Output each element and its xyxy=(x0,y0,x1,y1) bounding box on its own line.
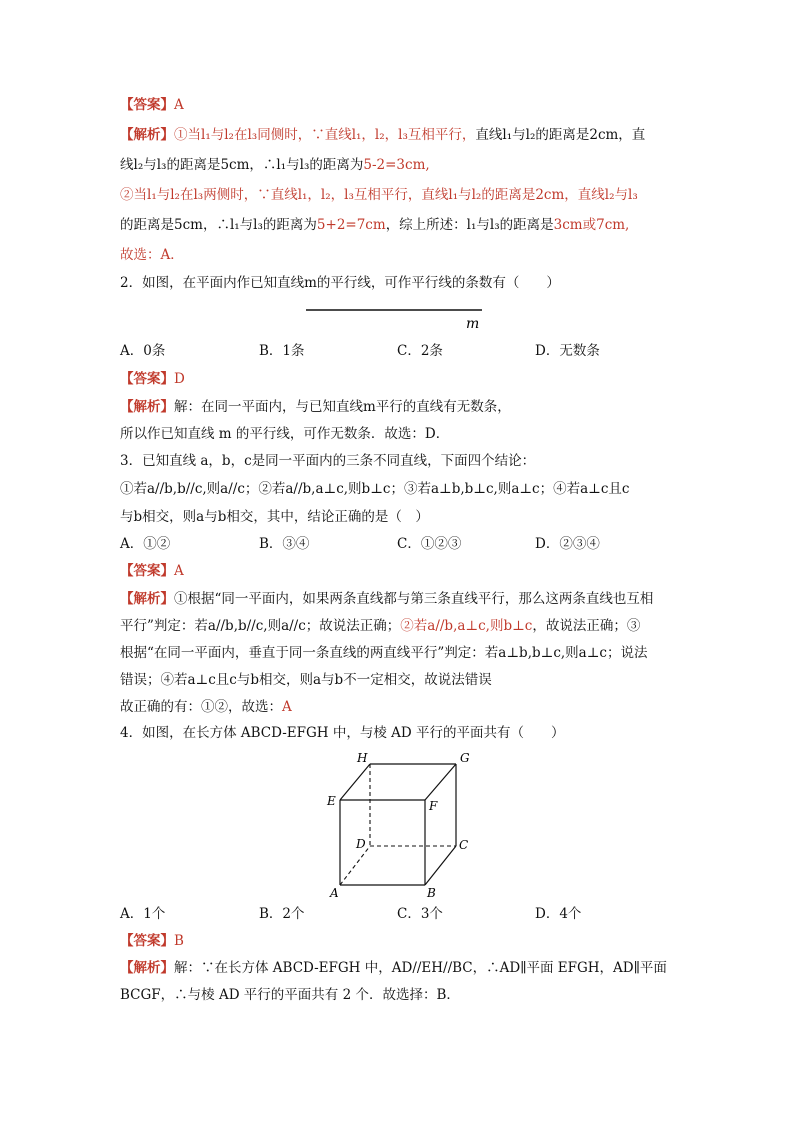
q4-analysis-line1: 【解析】解：∵在长方体 ABCD-EFGH 中，AD//EH//BC，∴AD∥平面 EFGH，AD∥平面 xyxy=(120,960,667,976)
edge-bc xyxy=(425,846,456,885)
q4-option-c: C．3个 xyxy=(397,906,443,922)
q1-analysis-line2: 线l₂与l₃的距离是5cm，∴l₁与l₃的距离为5-2=3cm, xyxy=(120,157,430,173)
edge-eh xyxy=(340,764,370,800)
vertex-label-c: C xyxy=(459,838,469,852)
q4-stem: 4．如图，在长方体 ABCD-EFGH 中，与棱 AD 平行的平面共有（ ） xyxy=(120,725,565,741)
q1-analysis-line5: 故选：A． xyxy=(120,247,184,263)
q2-stem: 2．如图，在平面内作已知直线m的平行线，可作平行线的条数有（ ） xyxy=(120,275,560,291)
vertex-label-a: A xyxy=(330,886,339,900)
q3-analysis-line5: 故正确的有：①②，故选：A xyxy=(120,699,292,715)
q2-option-c: C．2条 xyxy=(397,343,443,359)
vertex-label-b: B xyxy=(427,886,436,900)
q2-option-b: B．1条 xyxy=(259,343,305,359)
q3-analysis-line2: 平行”判定：若a//b,b//c,则a//c；故说法正确；②若a//b,a⊥c,则b⊥c，故说法正确；③ xyxy=(120,618,641,634)
vertex-label-h: H xyxy=(357,751,368,765)
vertex-label-f: F xyxy=(429,799,438,813)
q2-option-a: A．0条 xyxy=(120,343,166,359)
q3-conditions-line1: ①若a//b,b//c,则a//c；②若a//b,a⊥c,则b⊥c；③若a⊥b,b⊥c,则a⊥c；④若a⊥c且c xyxy=(120,481,630,497)
q3-option-a: A．①② xyxy=(120,536,171,552)
q3-option-b: B．③④ xyxy=(259,536,310,552)
q4-answer: 【答案】B xyxy=(120,933,184,949)
q2-analysis-line1: 【解析】解：在同一平面内，与已知直线m平行的直线有无数条， xyxy=(120,399,511,415)
q3-answer: 【答案】A xyxy=(120,563,184,579)
q3-analysis-line3: 根据“在同一平面内，垂直于同一条直线的两直线平行”判定：若a⊥b,b⊥c,则a⊥c；说法 xyxy=(120,645,648,661)
q4-option-d: D．4个 xyxy=(535,906,582,922)
q2-option-d: D．无数条 xyxy=(535,343,600,359)
q1-analysis-line4: 的距离是5cm，∴l₁与l₃的距离为5+2=7cm，综上所述：l₁与l₃的距离是3cm或7cm, xyxy=(120,217,630,233)
q2-answer: 【答案】D xyxy=(120,371,185,387)
q4-option-a: A．1个 xyxy=(120,906,166,922)
edge-fg xyxy=(425,764,456,800)
edge-ad-hidden xyxy=(340,846,370,885)
vertex-label-d: D xyxy=(356,837,366,851)
vertex-label-e: E xyxy=(327,794,336,808)
q4-option-b: B．2个 xyxy=(259,906,305,922)
q2-line-figure xyxy=(300,303,490,333)
vertex-label-g: G xyxy=(460,751,470,765)
q3-analysis-line4: 错误；④若a⊥c且c与b相交，则a与b不一定相交，故说法错误 xyxy=(120,672,492,688)
q1-analysis-line3: ②当l₁与l₂在l₃两侧时，∵直线l₁，l₂，l₃互相平行，直线l₁与l₂的距离是2cm，直线l₂与l₃ xyxy=(120,187,638,203)
line-m-label: m xyxy=(466,316,480,332)
q3-analysis-line1: 【解析】①根据“同一平面内，如果两条直线都与第三条直线平行，那么这两条直线也互相 xyxy=(120,591,654,607)
q3-option-c: C．①②③ xyxy=(397,536,462,552)
q1-answer: 【答案】A xyxy=(120,97,184,113)
q2-analysis-line2: 所以作已知直线 m 的平行线，可作无数条．故选：D． xyxy=(120,426,450,442)
q3-stem: 3．已知直线 a，b，c是同一平面内的三条不同直线，下面四个结论： xyxy=(120,453,536,469)
q1-analysis-line1: 【解析】①当l₁与l₂在l₃同侧时，∵直线l₁，l₂，l₃互相平行，直线l₁与l₂的距离是2cm，直 xyxy=(120,127,646,143)
q3-conditions-line2: 与b相交，则a与b相交，其中，结论正确的是（ ） xyxy=(120,509,429,525)
q4-analysis-line2: BCGF，∴与棱 AD 平行的平面共有 2 个．故选择：B． xyxy=(120,987,460,1003)
q4-cuboid-figure xyxy=(320,748,480,900)
q3-option-d: D．②③④ xyxy=(535,536,600,552)
